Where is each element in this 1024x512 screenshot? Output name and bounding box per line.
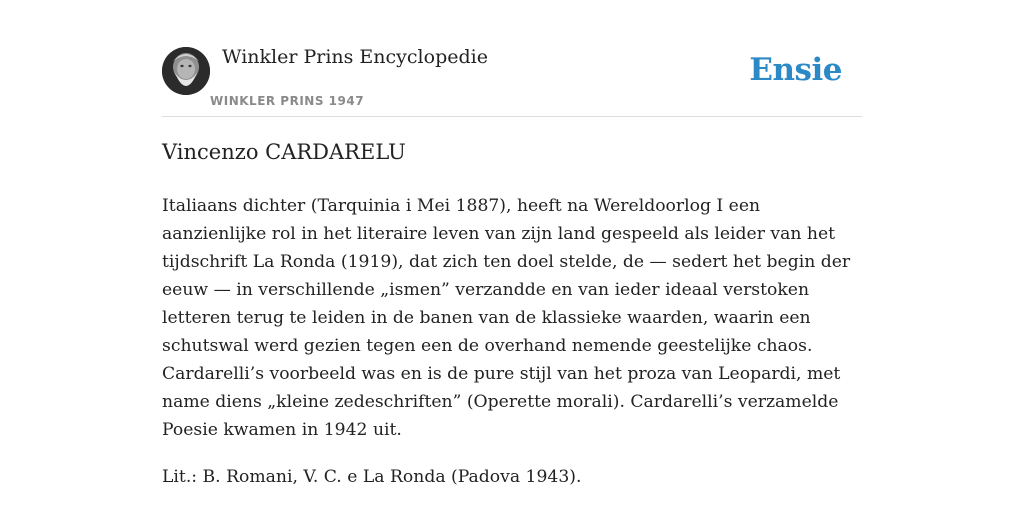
source-subtitle: WINKLER PRINS 1947	[210, 94, 365, 108]
entry-paragraph-definition: Italiaans dichter (Tarquinia i Mei 1887), heeft na Wereldoorlog I een aanzienlijke rol in het literaire leven van zijn land gespeeld als leider van het tijdschrift La Ronda (1919), dat zich ten doel stelde, de — sedert het begin der eeuw — in verschillende „ismen” verzandde en van ieder ideaal verstoken letteren terug te leiden in de banen van de klassieke waarden, waarin een schutswal werd gezien tegen een de overhand nemende geestelijke chaos. Cardarelli’s voorbeeld was en is de pure stijl van het proza van Leopardi, met name diens „kleine zedeschriften” (Operette morali). Cardarelli’s verzamelde Poesie kwamen in 1942 uit.	[162, 196, 851, 440]
page	[162, 0, 862, 512]
avatar[interactable]	[162, 47, 210, 95]
source-title[interactable]: Winkler Prins Encyclopedie	[222, 46, 488, 68]
brand-logo-link[interactable]: Ensie	[749, 52, 842, 88]
bearded-man-portrait-icon	[162, 47, 210, 95]
entry-paragraph-literature: Lit.: B. Romani, V. C. e La Ronda (Padova 1943).	[162, 467, 582, 487]
entry-title: Vincenzo CARDARELU	[162, 140, 406, 164]
source-header	[162, 0, 862, 117]
entry-body	[162, 192, 862, 510]
